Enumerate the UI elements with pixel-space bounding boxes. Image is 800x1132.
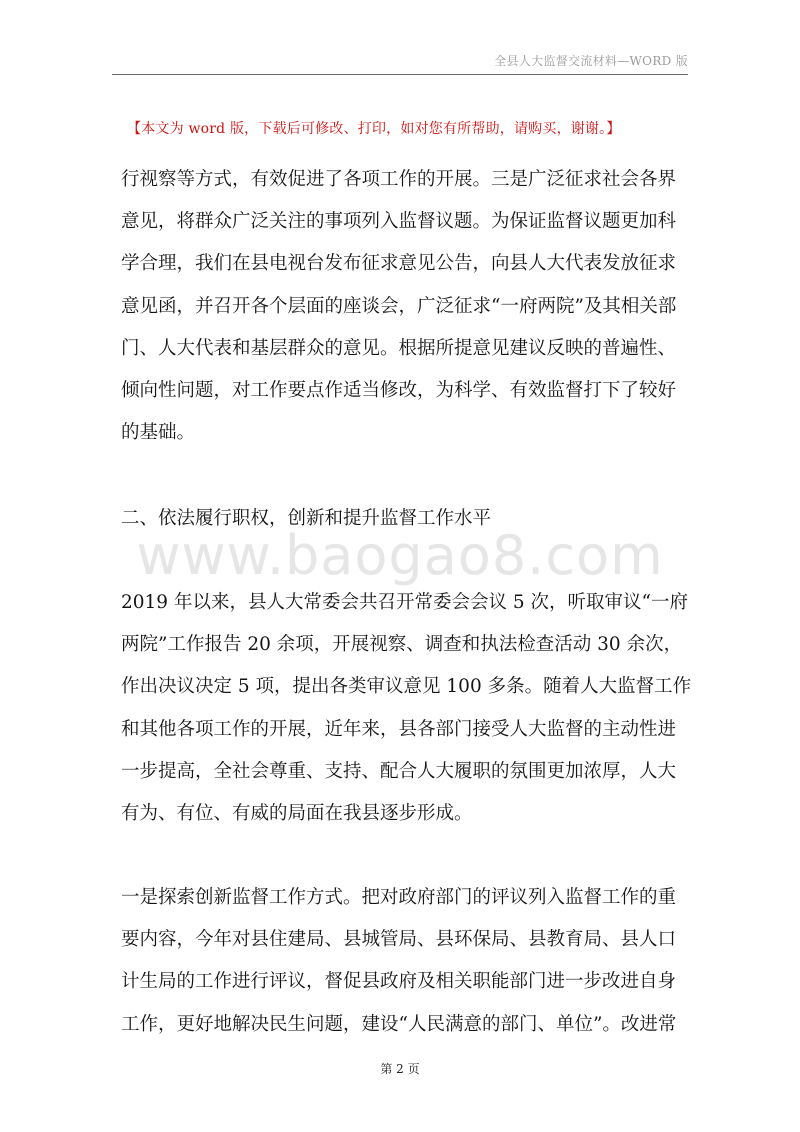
page-number: 第 2 页 <box>380 1062 420 1076</box>
text-line: 和其他各项工作的开展，近年来，县各部门接受人大监督的主动性进 <box>121 718 677 740</box>
watermark: www.baogao8.com <box>136 524 664 587</box>
text-line: 倾向性问题，对工作要点作适当修改，为科学、有效监督打下了较好 <box>121 380 677 402</box>
text-line: 两院”工作报告 20 余项，开展视察、调查和执法检查活动 30 余次， <box>121 634 683 656</box>
heading-line: 二、依法履行职权，创新和提升监督工作水平 <box>121 508 492 529</box>
text-line: 行视察等方式，有效促进了各项工作的开展。三是广泛征求社会各界 <box>121 169 677 190</box>
text-line: 计生局的工作进行评议，督促县政府及相关职能部门进一步改进自身 <box>121 971 677 993</box>
text-line: 有为、有位、有威的局面在我县逐步形成。 <box>121 803 473 825</box>
text-line: 一是探索创新监督工作方式。把对政府部门的评议列入监督工作的重 <box>121 887 677 908</box>
text-line: 的基础。 <box>121 422 196 444</box>
section-heading <box>121 498 681 540</box>
text-line: 意见，将群众广泛关注的事项列入监督议题。为保证监督议题更加科 <box>121 211 677 233</box>
paragraph-2 <box>121 582 692 835</box>
text-line: 学合理，我们在县电视台发布征求意见公告，向县人大代表发放征求 <box>121 253 677 275</box>
purchase-notice: 【本文为 word 版，下载后可修改、打印，如对您有所帮助，请购买，谢谢。】 <box>127 121 621 137</box>
text-line: 要内容，今年对县住建局、县城管局、县环保局、县教育局、县人口 <box>121 929 677 951</box>
text-line: 意见函，并召开各个层面的座谈会，广泛征求“一府两院”及其相关部 <box>121 295 677 317</box>
paragraph-3 <box>121 877 681 1046</box>
text-line: 门、人大代表和基层群众的意见。根据所提意见建议反映的普遍性、 <box>121 337 677 359</box>
header-title: 全县人大监督交流材料—WORD 版 <box>494 54 688 68</box>
text-line: 工作，更好地解决民生问题，建设“人民满意的部门、单位”。改进常 <box>121 1013 677 1035</box>
text-line: 2019 年以来，县人大常委会共召开常委会会议 5 次，听取审议“一府 <box>121 592 688 613</box>
text-line: 一步提高，全社会尊重、支持、配合人大履职的氛围更加浓厚，人大 <box>121 760 677 782</box>
text-line: 作出决议决定 5 项，提出各类审议意见 100 多条。随着人大监督工作 <box>121 676 692 698</box>
paragraph-1 <box>121 159 681 454</box>
header-divider <box>112 74 688 75</box>
